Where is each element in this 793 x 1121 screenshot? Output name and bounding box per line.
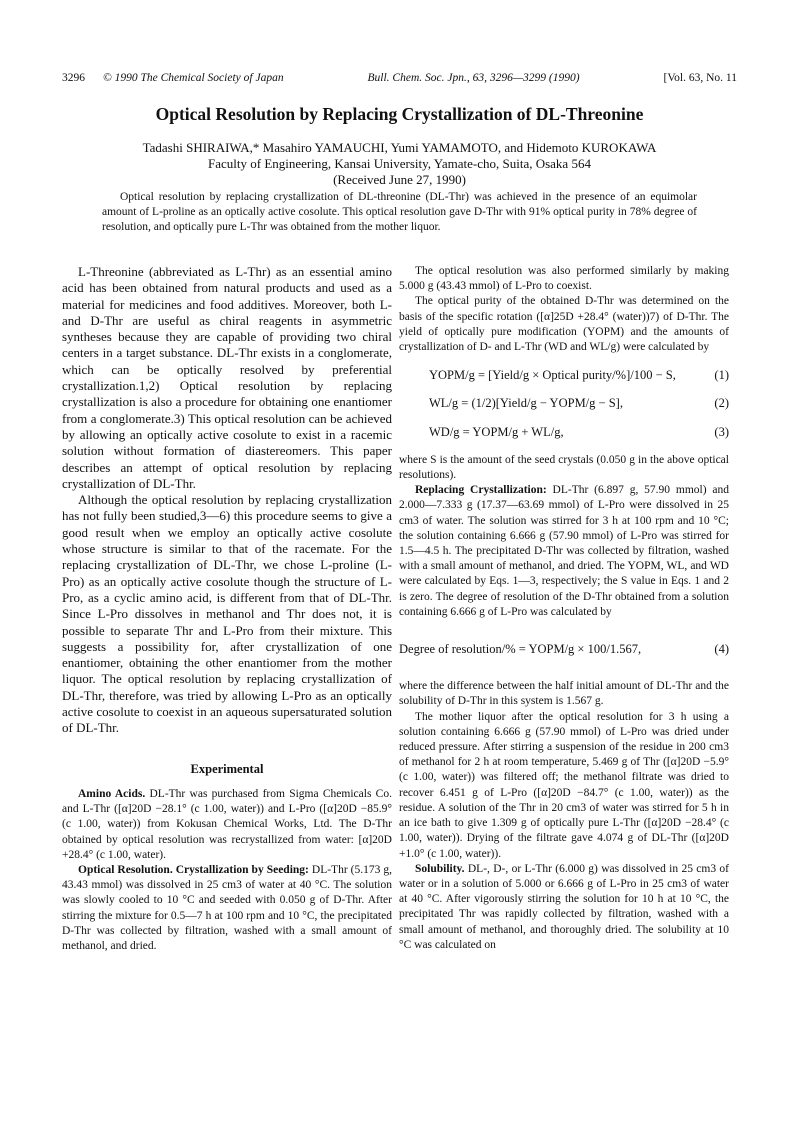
equation-1 xyxy=(399,368,729,383)
right-paragraph-2: The optical purity of the obtained D-Thr was determined on the basis of the specific rotation ([α]25D +28.4° (water))7) of D-Thr. The yield of optically pure modification (YOPM) and the amounts of crystallization of D- and L-Thr (WD and WL/g) were calculated by xyxy=(399,295,729,354)
right-paragraph-3: where S is the amount of the seed crystals (0.050 g in the above optical resolutions). xyxy=(399,453,729,482)
amino-acids-paragraph xyxy=(62,787,392,863)
equation-2-number: (2) xyxy=(714,396,729,411)
right-paragraph-4: where the difference between the half initial amount of DL-Thr and the solubility of D-Thr in this system is 1.567 g. xyxy=(399,680,729,708)
article-title: Optical Resolution by Replacing Crystallization of DL-Threonine xyxy=(155,104,644,124)
intro-paragraph-2: Although the optical resolution by replacing crystallization has not fully been studied,3—6) this procedure seems to give a good result when we employ an optically active cosolute whose structure is similar to that of the racemate. For the replacing crystallization of DL-Thr, we chose L-proline (L-Pro) as an optically active cosolute though the structure of L-Pro, as a cyclic amino acid, is different from that of DL-Thr. Since L-Pro dissolves in methanol and Thr does not, it is possible to separate Thr and L-Pro from their mixture. This suggests a possibility for, after crystallization of one enantiomer, obtaining the other enantiomer from the mother liquor. The optical resolution by replacing crystallization of DL-Thr, therefore, was tried by allowing L-Pro as an optically active cosolute to coexist in an aqueous supersaturated solution of DL-Thr. xyxy=(62,492,392,736)
copyright-line: © 1990 The Chemical Society of Japan xyxy=(103,72,284,84)
equation-4-body: Degree of resolution/% = YOPM/g × 100/1.567, xyxy=(399,642,642,657)
amino-acids-heading: Amino Acids. xyxy=(78,787,146,800)
equation-1-number: (1) xyxy=(714,368,729,383)
page-number: 3296 xyxy=(62,72,85,84)
author-block xyxy=(62,140,737,188)
equation-2-body: WL/g = (1/2)[Yield/g − YOPM/g − S], xyxy=(429,396,623,411)
equation-2 xyxy=(399,396,729,411)
equation-4-number: (4) xyxy=(714,642,729,657)
optical-resolution-paragraph xyxy=(62,863,392,954)
author-list: Tadashi SHIRAIWA,* Masahiro YAMAUCHI, Yumi YAMAMOTO, and Hidemoto KUROKAWA xyxy=(142,140,657,155)
journal-citation: Bull. Chem. Soc. Jpn., 63, 3296—3299 (1990) xyxy=(367,72,580,84)
volume-info: [Vol. 63, No. 11 xyxy=(663,72,737,84)
optical-resolution-text: DL-Thr (5.173 g, 43.43 mmol) was dissolved in 25 cm3 of water at 40 °C. The solution was slowly cooled to 10 °C and seeded with 0.050 g of D-Thr. After stirring the mixture for 0.5—7 h at 100 rpm and 10 °C, the precipitated D-Thr was collected by filtration, washed with a small amount of methanol, and dried. xyxy=(62,863,393,952)
left-column xyxy=(62,264,392,954)
right-paragraph-5: The mother liquor after the optical resolution for 3 h using a solution containing 6.666 g (57.90 mmol) of L-Pro was dried under reduced pressure. After stirring a suspension of the residue in 200 cm3 of methanol for 2 h at room temperature, 5.469 g of Thr ([α]20D −5.9° (c 1.00, water)) was filtered off; the methanol filtrate was dried to recover 6.451 g of L-Pro ([α]20D −84.7° (c 1.00, water)) as the residue. A solution of the Thr in 20 cm3 of water was stirred for 5 h in an ice bath to give 1.309 g of optically pure L-Thr ([α]20D −28.4° (c 1.00, water)). Drying of the filtrate gave 4.074 g of DL-Thr ([α]20D +1.0° (c 1.00, water)). xyxy=(399,710,729,860)
amino-acids-text: DL-Thr was purchased from Sigma Chemicals Co. and L-Thr ([α]20D −28.1° (c 1.00, water)) and L-Pro ([α]20D −85.9° (c 1.00, water)) from Kokusan Chemical Works, Ltd. The D-Thr obtained by optical resolution was recrystallized from water: [α]20D +28.4° (c 1.00, water). xyxy=(62,787,392,861)
right-paragraph-1: The optical resolution was also performed similarly by making 5.000 g (43.43 mmol) of L-Pro to coexist. xyxy=(399,265,729,293)
abstract: Optical resolution by replacing crystallization of DL-threonine (DL-Thr) was achieved in the presence of an equimolar amount of L-proline as an optically active cosolute. This optical resolution gave D-Thr with 91% optical purity in 78% degree of resolution, and optically pure L-Thr was obtained from the mother liquor. xyxy=(102,191,697,233)
equation-3 xyxy=(399,425,729,440)
solubility-heading: Solubility. xyxy=(415,862,465,875)
optical-resolution-heading: Optical Resolution. Crystallization by Seeding: xyxy=(78,863,309,876)
running-header xyxy=(62,72,737,84)
solubility-text: DL-, D-, or L-Thr (6.000 g) was dissolved in 25 cm3 of water or in a solution of 5.000 or 6.666 g of L-Pro in 25 cm3 of water at 40 °C. After vigorously stirring the solution for 10 h at 10 °C, the precipitated Thr was rapidly collected by filtration, washed with a small amount of methanol, and thoroughly dried. The solubility at 10 °C was calculated on xyxy=(399,862,729,951)
equation-3-body: WD/g = YOPM/g + WL/g, xyxy=(429,424,564,439)
replacing-crystallization-paragraph xyxy=(399,483,729,620)
equation-4 xyxy=(399,642,729,657)
received-date: (Received June 27, 1990) xyxy=(333,172,466,187)
equation-3-number: (3) xyxy=(714,424,729,439)
section-heading-experimental: Experimental xyxy=(190,761,264,776)
affiliation: Faculty of Engineering, Kansai University, Yamate-cho, Suita, Osaka 564 xyxy=(208,156,591,171)
replacing-crystallization-text: DL-Thr (6.897 g, 57.90 mmol) and 2.000—7.333 g (17.37—63.69 mmol) of L-Pro were dissolved in 25 cm3 of water. The solution was stirred for 3 h at 100 rpm and 10 °C; the solution containing 6.666 g (57.90 mmol) of L-Pro was stirred for 1.5—4.5 h. The precipitated D-Thr was collected by filtration, washed with a small amount of methanol, and dried. The YOPM, WL, and WD were calculated by Eqs. 1—3, respectively; the S value in Eqs. 1 and 2 is zero. The degree of resolution of the D-Thr obtained from a solution containing 6.666 g of L-Pro was calculated by xyxy=(399,484,729,618)
right-column xyxy=(399,264,729,953)
intro-paragraph-1: L-Threonine (abbreviated as L-Thr) as an essential amino acid has been obtained from natural products and used as a material for medicines and food additives. Moreover, both L-and D-Thr are useful as chiral reagents in asymmetric syntheses because they are capable of providing two chiral centers in a target substance. DL-Thr exists in a conglomerate, which can be optically resolved by preferential crystallization.1,2) Optical resolution by replacing crystallization is also a procedure for obtaining one enantiomer from a conglomerate.3) This optical resolution can be achieved by allowing an optically active cosolute to exist in a racemic solution without formation of diastereomers. This paper describes an attempt of optical resolution by replacing crystallization of DL-Thr. xyxy=(62,264,392,491)
replacing-crystallization-heading: Replacing Crystallization: xyxy=(415,484,547,497)
solubility-paragraph xyxy=(399,862,729,953)
equation-1-body: YOPM/g = [Yield/g × Optical purity/%]/100 − S, xyxy=(429,368,676,383)
